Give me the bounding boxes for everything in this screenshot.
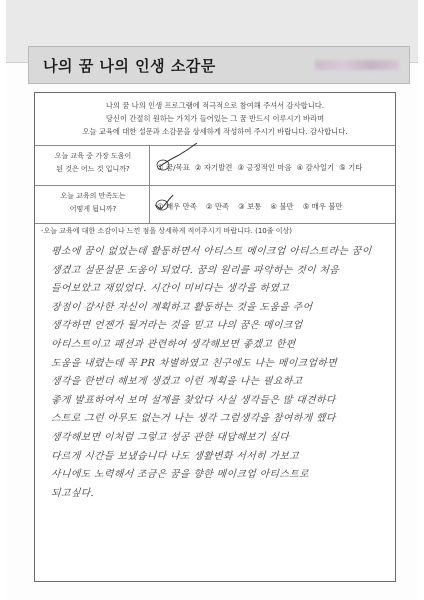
intro-line: 당신이 간절히 원하는 가치가 들어있는 그 꿈 반드시 이루시기 바라며 xyxy=(105,114,325,123)
handwriting-line: 다르게 시간들 보냈습니다 나도 생활변화 서서히 가보고 xyxy=(50,450,300,462)
handwriting-line: 사니에도 노력해서 조금은 꿈을 향한 메이크업 아티스트로 xyxy=(50,469,310,481)
survey-form xyxy=(34,92,396,582)
question-1-label xyxy=(39,150,147,176)
option-4[interactable]: ④ 감사일기 xyxy=(296,163,335,172)
label-line: 된 것은 어느 것 입니까? xyxy=(56,165,130,173)
question-2-options xyxy=(157,201,393,212)
divider xyxy=(35,145,395,146)
option-1[interactable]: ① 매우 만족 xyxy=(157,202,197,211)
page-title: 나의 꿈 나의 인생 소감문 xyxy=(43,57,216,75)
label-line: 어떻게 됩니까? xyxy=(69,205,117,213)
intro-text xyxy=(35,99,395,138)
check-mark-icon xyxy=(149,143,209,175)
intro-line: 오늘 교육에 대한 설문과 소감문을 상세하게 작성하여 주시기 바랍니다. 감사합니다. xyxy=(82,127,348,136)
option-5[interactable]: ⑤ 매우 불만 xyxy=(302,202,343,211)
label-line: 오늘 교육의 만족도는 xyxy=(60,192,126,200)
handwriting-line: 생각해보면 이처럼 그렇고 성공 관한 대답해보기 싶다 xyxy=(50,431,290,443)
handwritten-answer xyxy=(51,243,387,503)
handwriting-line: 생겼고 설문설문 도움이 되었다. 꿈의 원리를 파악하는 것이 처음 xyxy=(50,264,340,276)
question-2-label xyxy=(39,190,147,216)
option-1[interactable]: ① 꿈/목표 xyxy=(157,163,190,172)
handwriting-line: 평소에 꿈이 없었는데 활동하면서 아티스트 메이크업 아티스트라는 꿈이 xyxy=(50,246,372,257)
handwriting-line: 장점이 감사한 자신이 계획하고 활동하는 것을 도움을 주어 xyxy=(50,301,313,313)
option-4[interactable]: ④ 불만 xyxy=(270,202,294,211)
survey-sheet xyxy=(6,0,418,600)
redacted-area xyxy=(315,60,399,70)
handwriting-line: 들어보았고 재밌었다. 시간이 미비다는 생각을 하였고 xyxy=(50,283,290,295)
title-box xyxy=(28,46,410,84)
handwriting-line: 스트로 그런 아무도 없는거 나는 생각 그럼생각을 참여하게 했다 xyxy=(50,413,337,425)
option-2[interactable]: ② 자기발견 xyxy=(194,163,233,172)
handwriting-line: 도움을 내렸는데 꼭 PR 차별하였고 친구에도 나는 메이크업하면 xyxy=(50,357,338,369)
handwriting-line: 아티스트이고 패션과 관련하여 생각해보면 좋겠고 한편 xyxy=(50,338,296,350)
check-mark-icon xyxy=(151,193,191,217)
option-2[interactable]: ② 만족 xyxy=(205,202,230,211)
option-3[interactable]: ③ 보통 xyxy=(238,202,262,211)
open-question-label: -오늘 교육에 대한 소감이나 느낀 점을 상세하게 적어주시기 바랍니다. (10줄 이상) xyxy=(41,227,292,235)
intro-line: 나의 꿈 나의 인생 프로그램에 적극적으로 참여해 주셔서 감사합니다. xyxy=(105,101,325,110)
label-line: 오늘 교육 중 가장 도움이 xyxy=(54,152,132,160)
handwriting-line: 생각하면 언젠가 될거라는 것을 믿고 나의 꿈은 메이크업 xyxy=(50,320,303,332)
divider xyxy=(35,223,395,224)
handwriting-line: 좋게 발표하여서 보며 설계를 찾았다 사실 생각들은 많 대견하다 xyxy=(50,394,337,406)
option-5[interactable]: ⑤ 기타 xyxy=(339,163,363,172)
option-3[interactable]: ③ 긍정적인 마음 xyxy=(237,163,292,172)
handwriting-line: 되고싶다. xyxy=(50,487,95,499)
divider xyxy=(149,185,150,223)
divider xyxy=(35,185,395,186)
handwriting-line: 생각을 한번더 해보게 생겼고 이런 계획을 나는 필요하고 xyxy=(50,376,303,388)
